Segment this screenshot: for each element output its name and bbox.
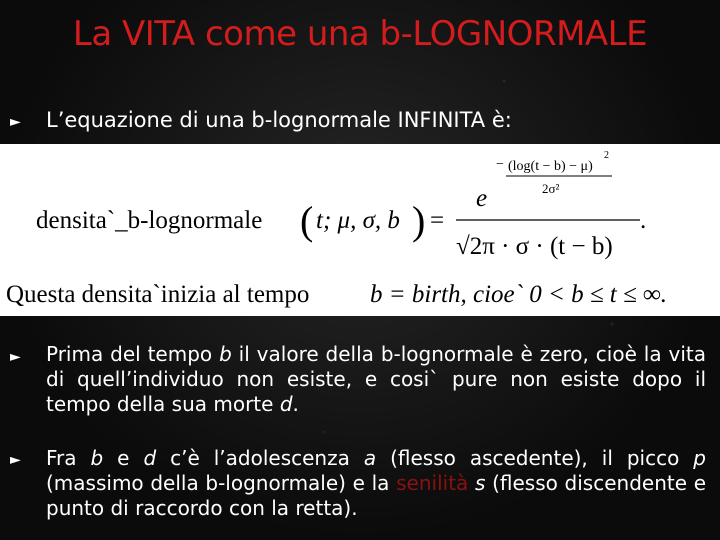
slide-title: La VITA come una b-LOGNORMALE xyxy=(72,14,648,54)
formula-svg xyxy=(0,144,720,316)
formula-exponent-minus: − xyxy=(496,157,504,172)
triangle-right-icon: ► xyxy=(10,114,21,130)
formula-exponent-denominator: 2σ² xyxy=(542,181,560,196)
intro-line: L’equazione di una b-lognormale INFINITA è: xyxy=(46,108,512,132)
paragraph-prima: Prima del tempo b il valore della b-lognormale è zero, cioè la vita di quell’individuo non esiste, e cosi` pure non esiste dopo il tempo della sua morte d. xyxy=(46,342,706,416)
formula-numerator-e: e xyxy=(476,185,488,212)
formula-exponent-numerator: (log(t − b) − μ) xyxy=(508,159,593,174)
paragraph-fra: Fra b e d c’è l’adolescenza a (flesso ascedente), il picco p (massimo della b-lognormale) e la senilità s (flesso discendente e punto di raccordo con la retta). xyxy=(46,446,706,520)
formula-equals: = xyxy=(430,207,445,234)
formula-note-text: Questa densita`inizia al tempo xyxy=(6,281,310,308)
triangle-right-icon: ► xyxy=(10,452,21,468)
formula-note-math: b = birth, cioe` 0 < b ≤ t ≤ ∞. xyxy=(370,281,668,308)
formula-args: t; μ, σ, b xyxy=(316,207,400,234)
triangle-right-icon: ► xyxy=(10,349,21,365)
formula-paren-right: ) xyxy=(412,198,426,243)
formula-paren-left: ( xyxy=(300,198,314,243)
formula-exponent-power: 2 xyxy=(604,150,609,161)
senilita-word: senilità xyxy=(396,471,469,495)
formula-lhs: densita`_b-lognormale xyxy=(36,207,263,234)
formula-period: . xyxy=(640,207,647,234)
formula-image xyxy=(0,144,720,316)
formula-denominator: √2π · σ · (t − b) xyxy=(456,233,613,260)
